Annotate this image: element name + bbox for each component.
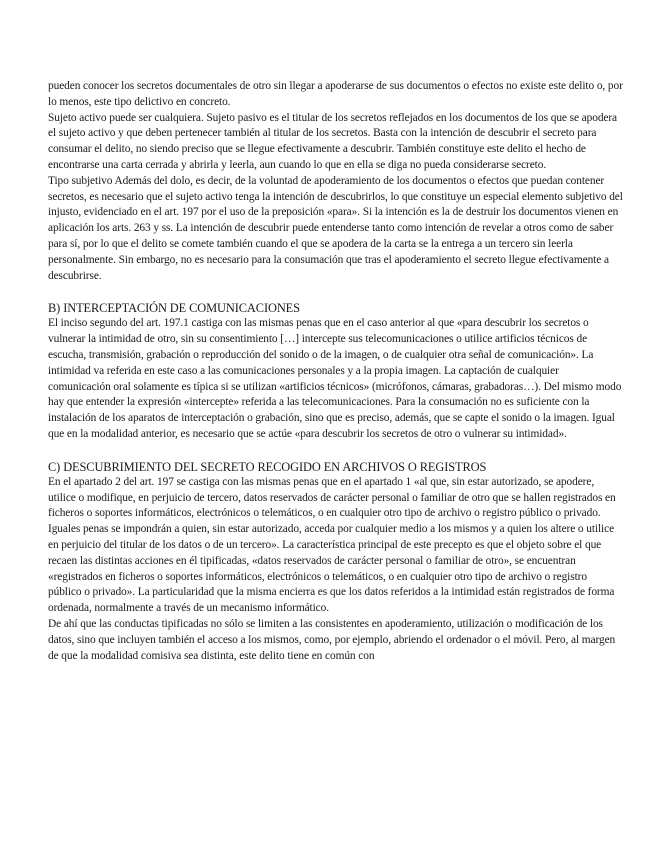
section-gap (48, 443, 623, 459)
heading-interceptacion: B) INTERCEPTACIÓN DE COMUNICACIONES (48, 301, 300, 316)
heading-descubrimiento: C) DESCUBRIMIENTO DEL SECRETO RECOGIDO EN ARCHIVOS O REGISTROS (48, 459, 487, 474)
document-page (48, 79, 623, 664)
paragraph-continuation: pueden conocer los secretos documentales de otro sin llegar a apoderarse de sus documentos o efectos no existe este delito o, por lo menos, este tipo delictivo en concreto. (48, 80, 623, 108)
paragraph-conductas: De ahí que las conductas tipificadas no sólo se limiten a las consistentes en apoderamiento, utilización o modificación de los datos, sino que incluyen también el acceso a los mismos, como, por ejemplo, abriendo el ordenador o el móvil. Pero, al margen de que la modalidad comisiva sea distinta, este delito tiene en común con (48, 617, 616, 662)
section-gap (48, 284, 623, 300)
paragraph-archivos: En el apartado 2 del art. 197 se castiga con las mismas penas que en el apartado 1 «al que, sin estar autorizado, se apodere, utilice o modifique, en perjuicio de tercero, datos reservados de carácter personal o familiar de otro que se hallen registrados en ficheros o soportes informáticos, electrónicos o telemáticos, o en cualquier otro tipo de archivo o registro público o privado. Iguales penas se impondrán a quien, sin estar autorizado, acceda por cualquier medio a los mismos y a quien los altere o utilice en perjuicio del titular de los datos o de un tercero». La característica principal de este precepto es que el objeto sobre el que recaen las distintas acciones en él tipificadas, «datos reservados de carácter personal o familiar de otro», se encuentran «registrados en ficheros o soportes informáticos, electrónicos o telemáticos, o en cualquier otro tipo de archivo o registro público o privado». La particularidad que la misma encierra es que los datos referidos a la intimidad están registrados de forma ordenada, normalmente a través de un mecanismo informático. (48, 475, 616, 615)
paragraph-sujeto-activo: Sujeto activo puede ser cualquiera. Sujeto pasivo es el titular de los secretos reflejados en los documentos de los que se apodera el sujeto activo y que deben pertenecer también al titular de los secretos. Basta con la intención de descubrir el secreto para consumar el delito, no siendo preciso que se llegue efectivamente a descubrir. También constituye este delito el hecho de encontrarse una carta cerrada y abrirla y leerla, aun cuando lo que en ella se diga no pueda considerarse secreto. (48, 111, 618, 171)
paragraph-tipo-subjetivo: Tipo subjetivo Además del dolo, es decir, de la voluntad de apoderamiento de los documentos o efectos que puedan contener secretos, es necesario que el sujeto activo tenga la intención de descubrirlos, lo que constituye un especial elemento subjetivo del injusto, evidenciado en el art. 197 por el uso de la preposición «para». Si la intención es la de destruir los documentos vienen en aplicación los arts. 263 y ss. La intención de descubrir puede entenderse tanto como intención de revelar a otros como de saber para sí, por lo que el delito se comete también cuando el que se apodera de la carta se la entrega a un tercero sin leerla personalmente. Sin embargo, no es necesario para la consumación que tras el apoderamiento el secreto llegue efectivamente a descubrirse. (48, 174, 623, 282)
paragraph-interceptacion: El inciso segundo del art. 197.1 castiga con las mismas penas que en el caso anterior al que «para descubrir los secretos o vulnerar la intimidad de otro, sin su consentimiento […] intercepte sus telecomunicaciones o utilice artificios técnicos de escucha, transmisión, grabación o reproducción del sonido o de la imagen, o de cualquier otra señal de comunicación». La intimidad va referida en este caso a las comunicaciones personales y a la propia imagen. La captación de cualquier comunicación oral solamente es típica si se utilizan «artificios técnicos» (micrófonos, cámaras, grabadoras…). Del mismo modo hay que entender la expresión «intercepte» referida a las telecomunicaciones. Para la consumación no es suficiente con la instalación de los aparatos de interceptación o grabación, sino que es preciso, además, que se capte el sonido o la imagen. Igual que en la modalidad anterior, es necesario que se actúe «para descubrir los secretos de otro o vulnerar su intimidad». (48, 317, 622, 440)
